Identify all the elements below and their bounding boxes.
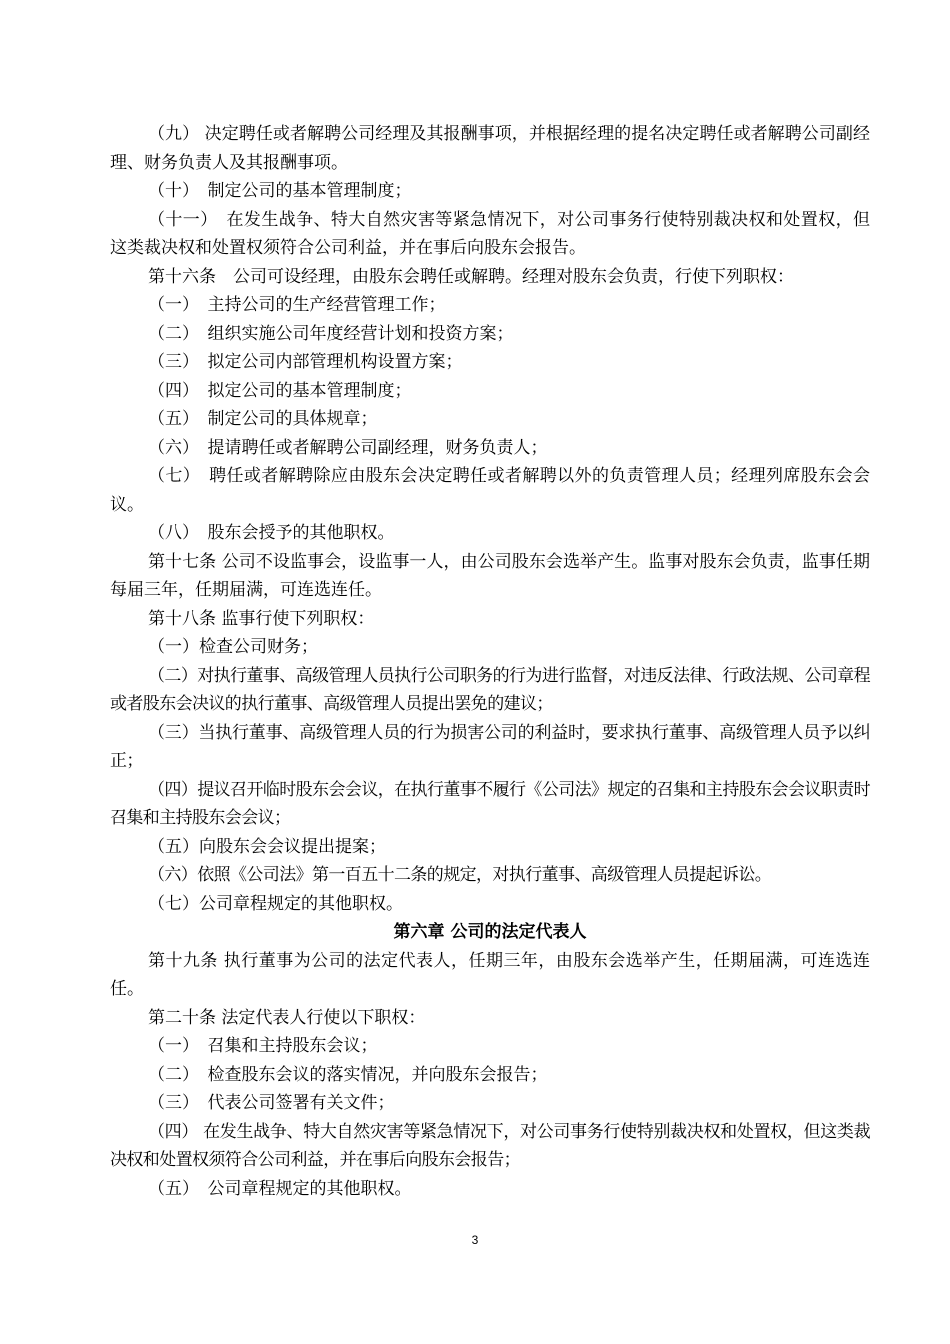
article-19: 第十九条 执行董事为公司的法定代表人，任期三年，由股东会选举产生，任期届满，可连选连任。 — [110, 950, 870, 999]
article-16: 第十六条 公司可设经理，由股东会聘任或解聘。经理对股东会负责，行使下列职权： — [148, 266, 794, 287]
article-16-item-2: （二） 组织实施公司年度经营计划和投资方案； — [148, 323, 514, 344]
paragraph-10: （十） 制定公司的基本管理制度； — [148, 181, 412, 201]
article-20-item-1: （一） 召集和主持股东会议； — [148, 1036, 378, 1056]
article-16-item-8: （八） 股东会授予的其他职权。 — [148, 523, 395, 543]
chapter-heading: 第六章 公司的法定代表人 — [393, 922, 587, 942]
article-18-item-4: （四）提议召开临时股东会会议，在执行董事不履行《公司法》规定的召集和主持股东会会议职责时召集和主持股东会会议； — [110, 779, 870, 828]
article-20-item-5: （五） 公司章程规定的其他职权。 — [148, 1178, 412, 1199]
article-18-item-1: （一）检查公司财务； — [148, 637, 318, 657]
article-20-item-4: （四） 在发生战争、特大自然灾害等紧急情况下，对公司事务行使特别裁决权和处置权，但这类裁决权和处置权须符合公司利益，并在事后向股东会报告； — [110, 1121, 870, 1170]
article-16-item-7: （七） 聘任或者解聘除应由股东会决定聘任或者解聘以外的负责管理人员；经理列席股东会会议。 — [110, 466, 870, 515]
article-20-item-2: （二） 检查股东会议的落实情况，并向股东会报告； — [148, 1064, 548, 1085]
paragraph-9: （九） 决定聘任或者解聘公司经理及其报酬事项，并根据经理的提名决定聘任或者解聘公司副经理、财务负责人及其报酬事项。 — [110, 124, 870, 173]
paragraph-11: （十一） 在发生战争、特大自然灾害等紧急情况下，对公司事务行使特别裁决权和处置权，但这类裁决权和处置权须符合公司利益，并在事后向股东会报告。 — [110, 209, 870, 258]
page-number: 3 — [471, 1233, 479, 1247]
article-17: 第十七条 公司不设监事会，设监事一人，由公司股东会选举产生。监事对股东会负责，监事任期每届三年，任期届满，可连选连任。 — [110, 551, 870, 600]
article-18-item-6: （六）依照《公司法》第一百五十二条的规定，对执行董事、高级管理人员提起诉讼。 — [148, 865, 772, 885]
article-18-item-2: （二）对执行董事、高级管理人员执行公司职务的行为进行监督，对违反法律、行政法规、公司章程或者股东会决议的执行董事、高级管理人员提出罢免的建议； — [110, 665, 870, 714]
document-body — [110, 120, 870, 1203]
article-16-item-6: （六） 提请聘任或者解聘公司副经理，财务负责人； — [148, 437, 548, 458]
article-18-item-3: （三）当执行董事、高级管理人员的行为损害公司的利益时，要求执行董事、高级管理人员予以纠正； — [110, 722, 870, 771]
article-16-item-3: （三） 拟定公司内部管理机构设置方案； — [148, 352, 463, 372]
article-20-item-3: （三） 代表公司签署有关文件； — [148, 1093, 395, 1113]
article-16-item-5: （五） 制定公司的具体规章； — [148, 409, 378, 429]
article-18: 第十八条 监事行使下列职权： — [148, 608, 375, 629]
article-16-item-1: （一） 主持公司的生产经营管理工作； — [148, 295, 446, 315]
article-16-item-4: （四） 拟定公司的基本管理制度； — [148, 380, 412, 401]
article-20: 第二十条 法定代表人行使以下职权： — [148, 1007, 426, 1028]
article-18-item-5: （五）向股东会会议提出提案； — [148, 836, 386, 857]
article-18-item-7: （七）公司章程规定的其他职权。 — [148, 893, 403, 914]
